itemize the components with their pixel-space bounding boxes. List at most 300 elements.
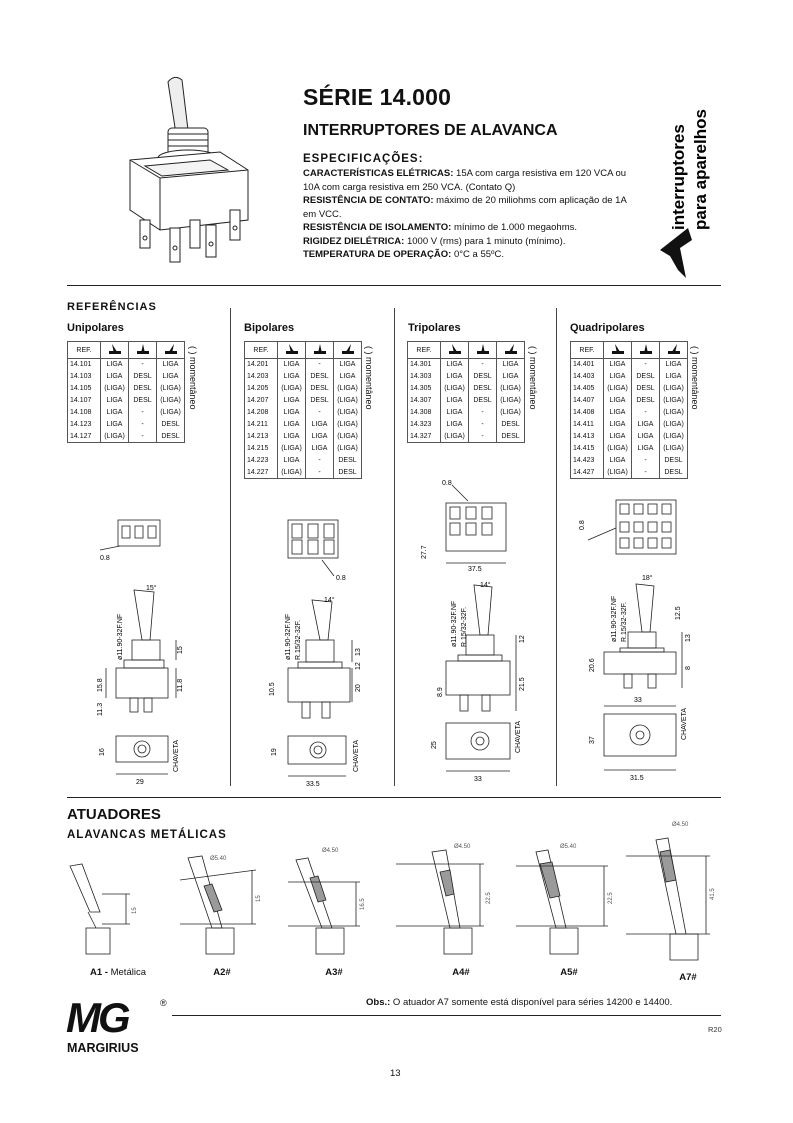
position-cell: LIGA: [278, 359, 306, 371]
table-row: [408, 383, 525, 395]
dim-label: 12.5: [675, 606, 682, 620]
dim-label: 31.5: [630, 775, 644, 782]
position-cell: (LIGA): [334, 443, 362, 455]
category-label: [650, 80, 720, 280]
actuator-label-a4: [421, 967, 501, 978]
dim-label: CHAVETA: [173, 739, 180, 772]
actuator-dim: 41.5: [710, 888, 716, 900]
position-cell: -: [129, 407, 157, 419]
lever-position-icon: [638, 343, 654, 355]
lever-position-icon: [447, 343, 463, 355]
lever-position-icon: [107, 343, 123, 355]
table-row: [571, 443, 688, 455]
ref-table-quadripolares: [570, 341, 688, 479]
dim-label: CHAVETA: [353, 739, 360, 772]
dim-label: 19: [271, 748, 278, 756]
actuator-label-a7: [648, 972, 728, 983]
group-title-tripolares: Tripolares: [408, 322, 461, 334]
position-cell: DESL: [306, 395, 334, 407]
dim-label: 13: [685, 634, 692, 642]
ref-code-cell: 14.427: [571, 467, 604, 479]
position-cell: (LIGA): [101, 383, 129, 395]
column-separator: [394, 308, 395, 786]
spec-item: [303, 167, 633, 194]
position-cell: LIGA: [334, 371, 362, 383]
spec-item: [303, 248, 633, 262]
ref-code-cell: 14.303: [408, 371, 441, 383]
position-cell: (LIGA): [101, 431, 129, 443]
brand-logo: [66, 996, 170, 1056]
spec-text: 0°C a 55ºC.: [451, 249, 504, 260]
ref-code-cell: 14.213: [245, 431, 278, 443]
position-cell: DESL: [632, 371, 660, 383]
table-row: [245, 431, 362, 443]
actuator-dim: 22.5: [486, 892, 492, 904]
dim-label: CHAVETA: [681, 707, 688, 740]
column-separator: [230, 308, 231, 786]
spec-label: RESISTÊNCIA DE ISOLAMENTO:: [303, 222, 452, 233]
position-cell: -: [469, 359, 497, 371]
ref-column-header: REF.: [68, 342, 101, 359]
ref-code-cell: 14.108: [68, 407, 101, 419]
position-cell: LIGA: [278, 455, 306, 467]
ref-column-header: REF.: [245, 342, 278, 359]
ref-code-cell: 14.301: [408, 359, 441, 371]
divider: [67, 285, 721, 286]
ref-code-cell: 14.307: [408, 395, 441, 407]
actuator-code: A1 -: [90, 967, 108, 978]
table-row: [245, 407, 362, 419]
position-cell: -: [129, 359, 157, 371]
table-row: [571, 455, 688, 467]
ref-code-cell: 14.107: [68, 395, 101, 407]
spec-label: CARACTERÍSTICAS ELÉTRICAS:: [303, 168, 454, 179]
position-cell: (LIGA): [660, 383, 688, 395]
ref-code-cell: 14.103: [68, 371, 101, 383]
reference-table: [570, 341, 688, 479]
ref-code-cell: 14.411: [571, 419, 604, 431]
dim-label: 25: [431, 741, 438, 749]
position-cell: -: [469, 407, 497, 419]
position-cell: DESL: [632, 383, 660, 395]
ref-code-cell: 14.105: [68, 383, 101, 395]
table-row: [408, 371, 525, 383]
table-row: [245, 443, 362, 455]
position-cell: LIGA: [278, 371, 306, 383]
dim-label: ø11.90-32F.NF: [611, 595, 618, 642]
ref-code-cell: 14.423: [571, 455, 604, 467]
position-column-header: [157, 342, 185, 359]
position-cell: LIGA: [101, 359, 129, 371]
actuator-code: A4#: [452, 967, 470, 978]
actuator-diameter: Ø4.50: [454, 844, 471, 850]
dim-label: 27.7: [421, 545, 428, 559]
table-row: [245, 359, 362, 371]
dim-label: CHAVETA: [515, 720, 522, 753]
position-cell: LIGA: [278, 419, 306, 431]
position-cell: LIGA: [278, 431, 306, 443]
lever-position-icon: [135, 343, 151, 355]
ref-code-cell: 14.405: [571, 383, 604, 395]
position-cell: DESL: [157, 431, 185, 443]
logo-mark: MG: [66, 996, 128, 1041]
position-cell: LIGA: [101, 371, 129, 383]
position-cell: LIGA: [497, 371, 525, 383]
position-cell: DESL: [660, 467, 688, 479]
position-cell: LIGA: [278, 407, 306, 419]
position-cell: (LIGA): [334, 407, 362, 419]
position-cell: (LIGA): [660, 407, 688, 419]
position-cell: LIGA: [278, 395, 306, 407]
position-column-header: [334, 342, 362, 359]
ref-code-cell: 14.413: [571, 431, 604, 443]
actuator-desc: Metálica: [107, 967, 146, 978]
position-cell: LIGA: [101, 395, 129, 407]
position-column-header: [469, 342, 497, 359]
dim-label: 14°: [480, 582, 491, 589]
position-cell: DESL: [469, 395, 497, 407]
dim-label: 15°: [146, 585, 157, 592]
position-cell: LIGA: [604, 455, 632, 467]
position-cell: (LIGA): [157, 383, 185, 395]
page-title: SÉRIE 14.000: [303, 84, 452, 110]
position-cell: (LIGA): [278, 467, 306, 479]
svg-text:®: ®: [160, 998, 167, 1008]
spec-text: 15A com carga resistiva em 120 VCA ou 10A com carga resistiva em 250 VCA. (Contato Q): [303, 168, 627, 193]
table-row: [68, 383, 185, 395]
group-title-bipolares: Bipolares: [244, 322, 295, 334]
actuator-drawings: [60, 816, 730, 966]
product-photo: [110, 70, 260, 270]
drawing-bipolar: [262, 510, 372, 790]
actuator-label-a3: [294, 967, 374, 978]
dim-label: 33: [634, 697, 642, 704]
table-row: [571, 359, 688, 371]
ref-code-cell: 14.407: [571, 395, 604, 407]
spec-label: RESISTÊNCIA DE CONTATO:: [303, 195, 434, 206]
dim-label: 37.5: [468, 566, 482, 573]
dim-label: 8: [685, 666, 692, 670]
dim-label: R.15/32-32F.: [461, 606, 468, 647]
position-column-header: [632, 342, 660, 359]
lever-position-icon: [666, 343, 682, 355]
table-row: [571, 467, 688, 479]
position-cell: LIGA: [632, 419, 660, 431]
ref-code-cell: 14.227: [245, 467, 278, 479]
dim-label: 33.5: [306, 781, 320, 788]
spec-label: RIGIDEZ DIELÉTRICA:: [303, 235, 405, 247]
ref-code-cell: 14.208: [245, 407, 278, 419]
dim-label: 11.8: [177, 678, 184, 692]
drawing-quadripolar: [570, 480, 695, 785]
position-cell: DESL: [129, 383, 157, 395]
dim-label: 12: [519, 635, 526, 643]
ref-code-cell: 14.211: [245, 419, 278, 431]
ref-code-cell: 14.305: [408, 383, 441, 395]
lever-position-icon: [503, 343, 519, 355]
lever-position-icon: [284, 343, 300, 355]
ref-code-cell: 14.323: [408, 419, 441, 431]
table-row: [245, 467, 362, 479]
position-column-header: [660, 342, 688, 359]
drawing-tripolar: [412, 475, 532, 785]
position-cell: LIGA: [604, 359, 632, 371]
position-cell: -: [632, 407, 660, 419]
ref-table-tripolares: [407, 341, 525, 443]
actuator-label-a5: [529, 967, 609, 978]
dim-label: 12: [355, 662, 362, 670]
ref-code-cell: 14.403: [571, 371, 604, 383]
dim-label: 18°: [642, 575, 653, 582]
actuator-code: A2#: [213, 967, 231, 978]
position-cell: LIGA: [604, 407, 632, 419]
actuator-dim: 16.5: [360, 898, 366, 910]
table-row: [68, 371, 185, 383]
spec-label: TEMPERATURA DE OPERAÇÃO:: [303, 249, 452, 260]
position-cell: LIGA: [604, 431, 632, 443]
divider: [67, 797, 721, 798]
observation-note: [366, 997, 672, 1008]
position-cell: LIGA: [441, 419, 469, 431]
actuator-dim: 15: [256, 895, 262, 902]
dim-label: R.15/32-32F.: [295, 619, 302, 660]
position-cell: -: [632, 455, 660, 467]
position-cell: LIGA: [497, 359, 525, 371]
lever-position-icon: [475, 343, 491, 355]
dim-label: 0.8: [336, 575, 346, 582]
actuator-code: A3#: [325, 967, 343, 978]
position-cell: (LIGA): [604, 383, 632, 395]
position-cell: (LIGA): [660, 431, 688, 443]
ref-code-cell: 14.203: [245, 371, 278, 383]
momentary-note: ( ) momentâneo: [690, 346, 700, 410]
table-row: [408, 359, 525, 371]
dim-label: R.15/32-32F.: [621, 601, 628, 642]
position-cell: -: [469, 419, 497, 431]
position-cell: (LIGA): [334, 395, 362, 407]
position-column-header: [278, 342, 306, 359]
actuators-subheading: ALAVANCAS METÁLICAS: [67, 829, 227, 841]
table-row: [571, 431, 688, 443]
lever-position-icon: [163, 343, 179, 355]
dim-label: 20: [355, 684, 362, 692]
position-cell: (LIGA): [604, 467, 632, 479]
position-cell: LIGA: [441, 407, 469, 419]
reference-table: [67, 341, 185, 443]
position-cell: (LIGA): [157, 395, 185, 407]
group-title-unipolares: Unipolares: [67, 322, 124, 334]
position-cell: DESL: [660, 455, 688, 467]
dim-label: 29: [136, 779, 144, 786]
table-row: [68, 359, 185, 371]
actuator-diameter: Ø5.40: [210, 856, 227, 862]
position-cell: DESL: [306, 383, 334, 395]
position-cell: LIGA: [604, 371, 632, 383]
position-cell: LIGA: [441, 359, 469, 371]
spec-text: 1000 V (rms) para 1 minuto (mínimo).: [404, 235, 566, 247]
table-row: [408, 431, 525, 443]
dim-label: 37: [589, 736, 596, 744]
obs-label: Obs.:: [366, 997, 391, 1008]
position-cell: DESL: [334, 455, 362, 467]
momentary-note: ( ) momentâneo: [188, 346, 198, 410]
position-cell: (LIGA): [441, 431, 469, 443]
position-cell: DESL: [306, 371, 334, 383]
actuator-label-a2: [182, 967, 262, 978]
spec-item: [303, 235, 633, 249]
position-cell: LIGA: [157, 371, 185, 383]
position-cell: (LIGA): [334, 431, 362, 443]
position-cell: LIGA: [660, 359, 688, 371]
position-cell: LIGA: [441, 371, 469, 383]
dim-label: 0.8: [442, 480, 452, 487]
actuator-diameter: Ø4.50: [322, 848, 339, 854]
table-row: [571, 419, 688, 431]
actuator-dim: 22.5: [608, 892, 614, 904]
position-cell: (LIGA): [278, 383, 306, 395]
ref-code-cell: 14.205: [245, 383, 278, 395]
table-row: [68, 407, 185, 419]
actuator-label-a1: [78, 967, 158, 978]
position-cell: LIGA: [306, 443, 334, 455]
position-column-header: [604, 342, 632, 359]
position-cell: -: [306, 359, 334, 371]
ref-code-cell: 14.123: [68, 419, 101, 431]
ref-table-unipolares: [67, 341, 185, 443]
ref-column-header: REF.: [408, 342, 441, 359]
position-cell: LIGA: [604, 395, 632, 407]
actuator-dim: 15: [132, 907, 138, 914]
position-cell: (LIGA): [604, 443, 632, 455]
position-cell: DESL: [129, 395, 157, 407]
table-row: [408, 395, 525, 407]
dim-label: 10.5: [269, 682, 276, 696]
table-row: [408, 407, 525, 419]
position-cell: -: [632, 359, 660, 371]
ref-code-cell: 14.223: [245, 455, 278, 467]
position-cell: LIGA: [306, 431, 334, 443]
dim-label: 16: [99, 748, 106, 756]
references-heading: REFERÊNCIAS: [67, 301, 157, 313]
position-cell: LIGA: [660, 371, 688, 383]
actuator-diameter: Ø5.40: [560, 844, 577, 850]
lever-position-icon: [340, 343, 356, 355]
position-cell: LIGA: [604, 419, 632, 431]
position-cell: (LIGA): [660, 443, 688, 455]
dim-label: ø11.90-32F.NF: [451, 600, 458, 647]
ref-code-cell: 14.401: [571, 359, 604, 371]
dim-label: 0.8: [579, 520, 586, 530]
position-cell: (LIGA): [278, 443, 306, 455]
position-cell: DESL: [497, 431, 525, 443]
table-row: [571, 371, 688, 383]
table-row: [68, 431, 185, 443]
ref-code-cell: 14.415: [571, 443, 604, 455]
table-row: [68, 395, 185, 407]
category-mark-icon: [660, 228, 692, 278]
drawing-unipolar: [80, 510, 190, 790]
table-row: [245, 455, 362, 467]
ref-code-cell: 14.207: [245, 395, 278, 407]
category-line-2: para aparelhos: [691, 109, 710, 230]
page-subtitle: INTERRUPTORES DE ALAVANCA: [303, 122, 558, 139]
position-cell: (LIGA): [660, 395, 688, 407]
position-cell: LIGA: [101, 419, 129, 431]
position-cell: (LIGA): [157, 407, 185, 419]
table-row: [408, 419, 525, 431]
group-title-quadripolares: Quadripolares: [570, 322, 645, 334]
position-cell: DESL: [129, 371, 157, 383]
ref-code-cell: 14.215: [245, 443, 278, 455]
specifications-heading: ESPECIFICAÇÕES:: [303, 153, 424, 165]
position-cell: -: [129, 431, 157, 443]
spec-text: máximo de 20 miliohms com aplicação de 1A em VCC.: [303, 195, 627, 220]
dim-label: 11.3: [97, 702, 104, 716]
position-cell: LIGA: [632, 443, 660, 455]
position-cell: DESL: [157, 419, 185, 431]
ref-table-bipolares: [244, 341, 362, 479]
column-separator: [556, 308, 557, 786]
table-row: [571, 407, 688, 419]
lever-position-icon: [610, 343, 626, 355]
position-cell: LIGA: [334, 359, 362, 371]
position-cell: LIGA: [632, 431, 660, 443]
position-cell: (LIGA): [334, 419, 362, 431]
dim-label: ø11.90-32F.NF: [117, 613, 124, 660]
position-cell: DESL: [469, 383, 497, 395]
momentary-note: ( ) momentâneo: [528, 346, 538, 410]
dim-label: 8.9: [437, 687, 444, 697]
position-cell: LIGA: [306, 419, 334, 431]
ref-code-cell: 14.308: [408, 407, 441, 419]
position-column-header: [306, 342, 334, 359]
position-cell: (LIGA): [660, 419, 688, 431]
ref-code-cell: 14.408: [571, 407, 604, 419]
position-column-header: [129, 342, 157, 359]
position-column-header: [441, 342, 469, 359]
spec-item: [303, 194, 633, 221]
table-row: [245, 419, 362, 431]
position-cell: LIGA: [441, 395, 469, 407]
ref-code-cell: 14.127: [68, 431, 101, 443]
actuator-code: A7#: [679, 972, 697, 983]
reference-table: [244, 341, 362, 479]
page-number: 13: [390, 1068, 401, 1079]
dim-label: 14°: [324, 597, 335, 604]
specifications-list: [303, 167, 633, 262]
position-cell: -: [306, 455, 334, 467]
position-cell: -: [129, 419, 157, 431]
logo-brand: MARGIRIUS: [67, 1041, 139, 1055]
position-cell: (LIGA): [497, 395, 525, 407]
position-cell: -: [632, 467, 660, 479]
position-cell: -: [306, 467, 334, 479]
spec-item: [303, 221, 633, 235]
category-line-1: interruptores: [669, 124, 688, 230]
table-row: [245, 395, 362, 407]
lever-position-icon: [312, 343, 328, 355]
position-cell: DESL: [632, 395, 660, 407]
spec-text: mínimo de 1.000 megaohms.: [451, 222, 578, 233]
ref-code-cell: 14.101: [68, 359, 101, 371]
footer-rule: [172, 1015, 721, 1016]
actuator-diameter: Ø4.50: [672, 822, 689, 828]
dim-label: 13: [355, 648, 362, 656]
actuator-code: A5#: [560, 967, 578, 978]
position-column-header: [497, 342, 525, 359]
obs-text: O atuador A7 somente está disponível para séries 14200 e 14400.: [390, 997, 673, 1008]
position-cell: -: [306, 407, 334, 419]
